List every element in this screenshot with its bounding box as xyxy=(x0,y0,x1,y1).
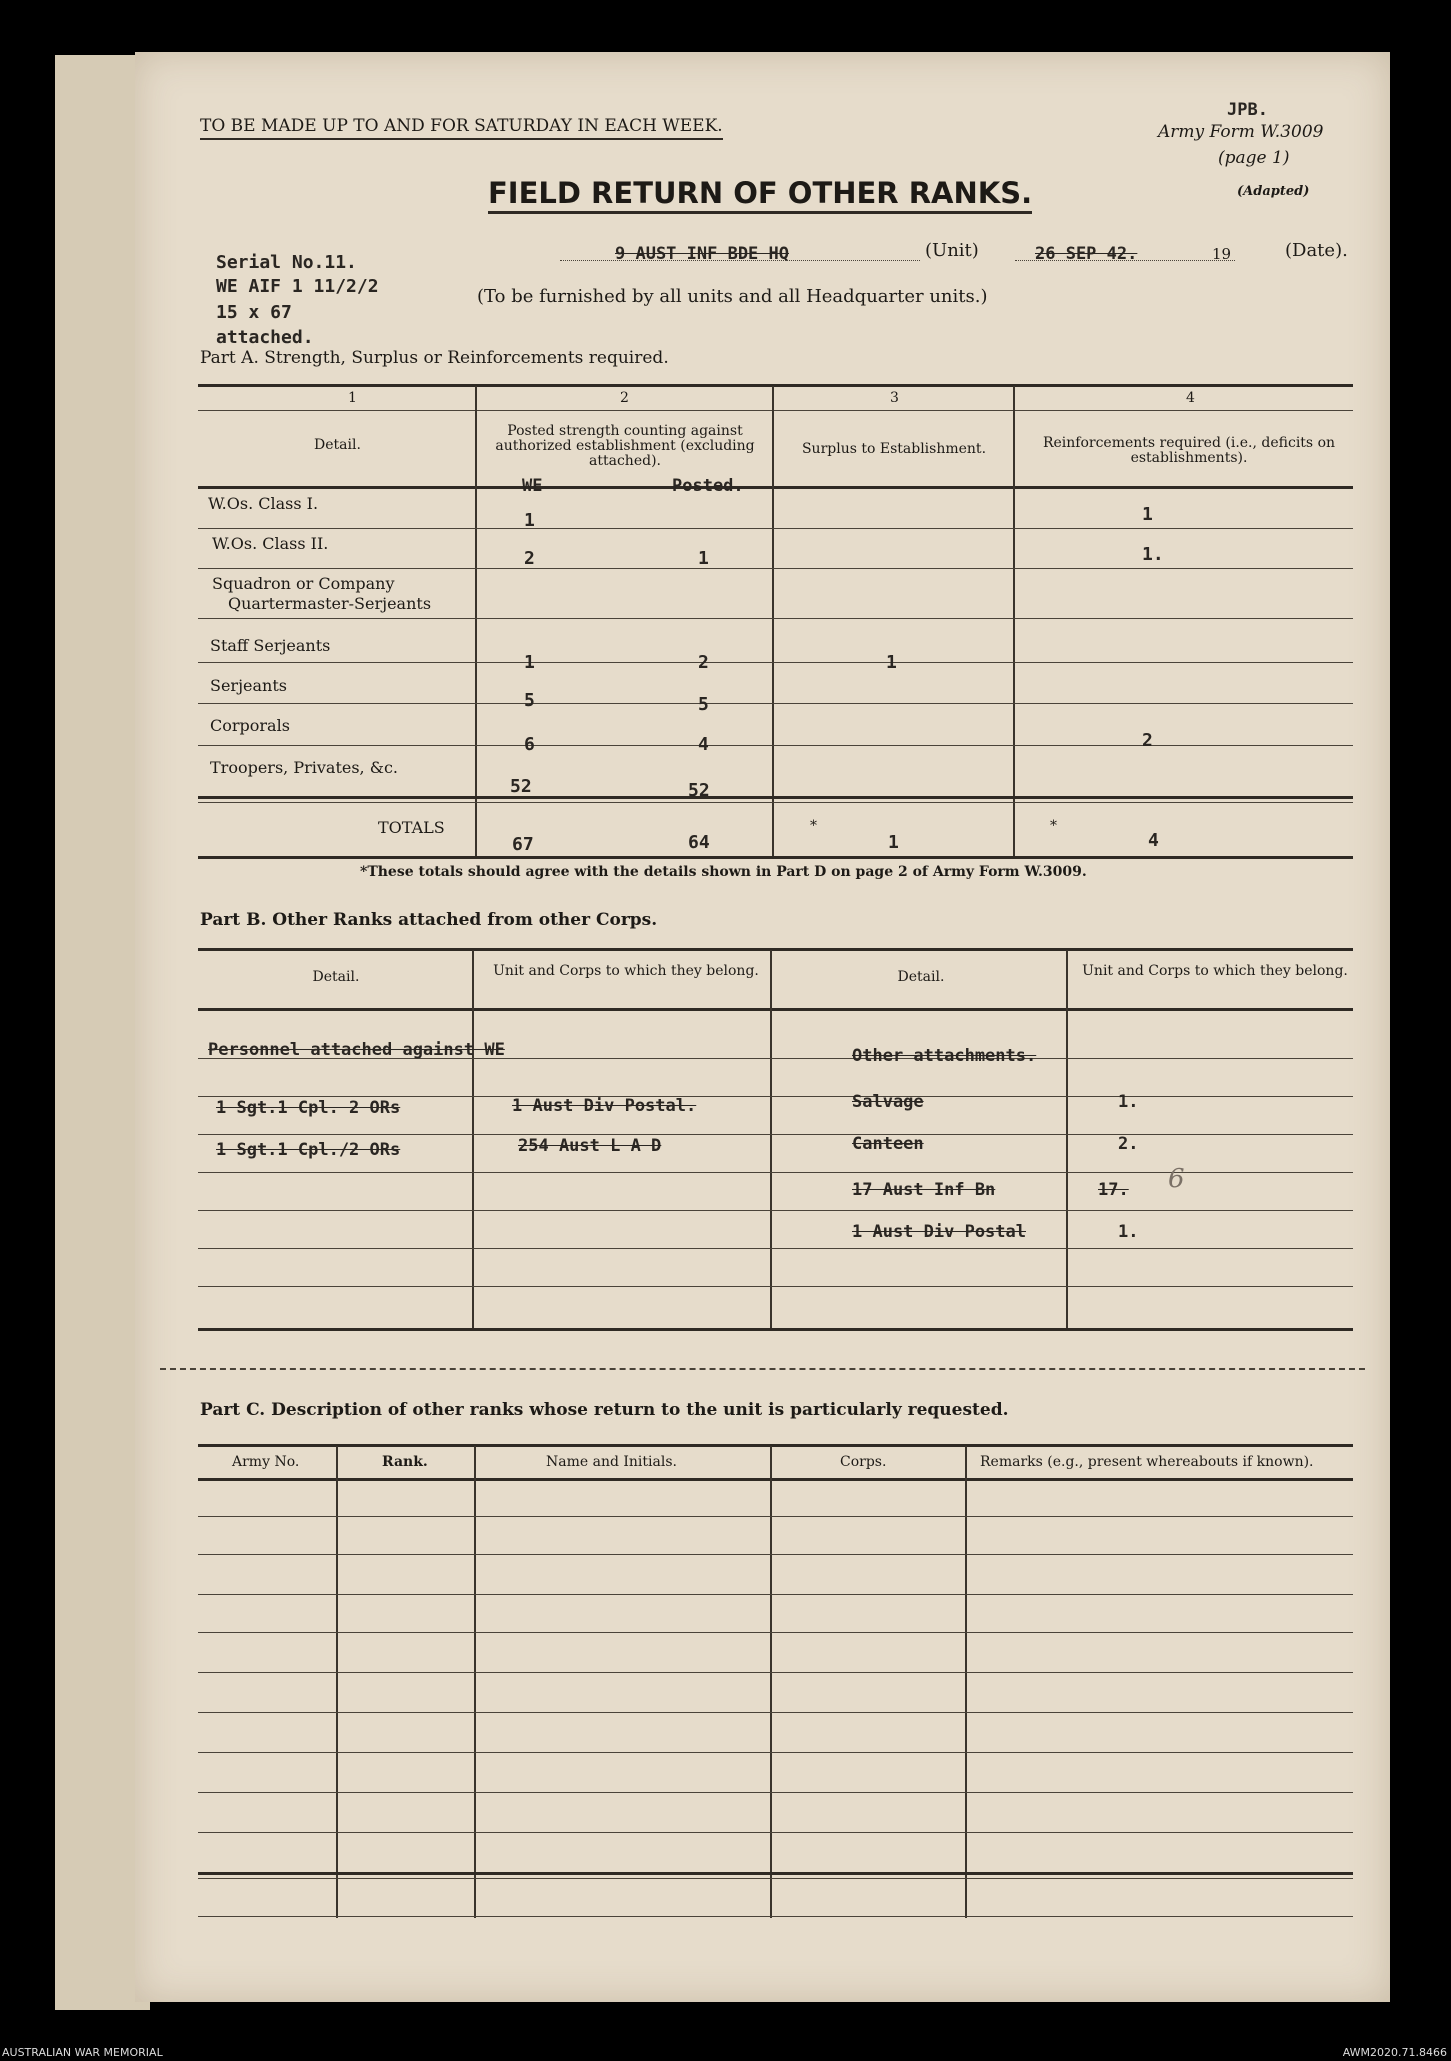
part-c-title: Part C. Description of other ranks whose return to the unit is particularly requested. xyxy=(200,1400,1009,1420)
part-b-row-rule xyxy=(198,1286,1353,1287)
part-a-row-rule xyxy=(198,703,1353,704)
date-label: (Date). xyxy=(1285,240,1348,261)
part-b-col-divider-3 xyxy=(1066,950,1068,1328)
row-reinf: 2 xyxy=(1142,730,1153,751)
serial-line-4: attached. xyxy=(216,327,314,348)
part-a-sub-we: WE xyxy=(522,476,543,496)
part-b-right-detail: Salvage xyxy=(852,1092,924,1112)
handwritten-correction: 6 xyxy=(1168,1164,1185,1194)
page-number: (page 1) xyxy=(1218,148,1290,168)
part-b-header-unit-right: Unit and Corps to which they belong. xyxy=(1082,963,1348,979)
part-a-bottom-rule xyxy=(198,856,1353,859)
part-c-header-rule xyxy=(198,1478,1353,1481)
part-b-header-detail-right: Detail. xyxy=(897,969,945,985)
row-surplus: 1 xyxy=(886,652,897,673)
row-reinf: 1 xyxy=(1142,504,1153,525)
row-we: 1 xyxy=(524,510,535,531)
form-number: Army Form W.3009 xyxy=(1158,122,1324,142)
part-c-row-rule xyxy=(198,1712,1353,1713)
part-a-total-rule xyxy=(198,802,1353,803)
part-a-row-rule xyxy=(198,662,1353,663)
totals-star-surplus: * xyxy=(810,818,817,834)
serial-line-3: 15 x 67 xyxy=(216,302,292,323)
unit-label: (Unit) xyxy=(925,240,979,261)
form-page xyxy=(135,52,1390,2002)
part-c-row-rule xyxy=(198,1594,1353,1595)
footer-left: AUSTRALIAN WAR MEMORIAL xyxy=(2,2046,163,2059)
part-c-header-corps: Corps. xyxy=(840,1454,887,1470)
row-detail: W.Os. Class I. xyxy=(208,494,319,513)
totals-star-reinf: * xyxy=(1050,818,1057,834)
part-a-col-divider-2 xyxy=(772,386,774,856)
part-a-num-rule xyxy=(198,410,1353,411)
part-c-top-rule xyxy=(198,1444,1353,1447)
part-c-header-army-no: Army No. xyxy=(232,1454,300,1470)
part-b-row-rule xyxy=(198,1248,1353,1249)
part-b-right-value: 1. xyxy=(1118,1092,1139,1112)
part-b-left-unit: 254 Aust L A D xyxy=(518,1136,662,1156)
adapted-label: (Adapted) xyxy=(1237,184,1310,199)
part-a-title: Part A. Strength, Surplus or Reinforcements required. xyxy=(200,348,669,368)
part-b-header-rule xyxy=(198,1008,1353,1011)
row-we: 5 xyxy=(524,690,535,711)
serial-line-1: Serial No.11. xyxy=(216,252,357,273)
part-b-right-detail: 17 Aust Inf Bn xyxy=(852,1180,996,1200)
part-b-right-value: 17. xyxy=(1098,1180,1129,1200)
part-a-header-rule xyxy=(198,486,1353,489)
part-c-row-rule xyxy=(198,1916,1353,1917)
row-we: 2 xyxy=(524,548,535,569)
part-b-header-unit-left: Unit and Corps to which they belong. xyxy=(493,963,759,979)
part-a-colnum-1: 1 xyxy=(348,390,357,406)
part-a-colnum-3: 3 xyxy=(890,390,899,406)
furnish-note: (To be furnished by all units and all Headquarter units.) xyxy=(477,286,988,307)
part-b-row-rule xyxy=(198,1096,1353,1097)
row-we: 6 xyxy=(524,734,535,755)
part-c-header-remarks: Remarks (e.g., present whereabouts if known). xyxy=(980,1454,1314,1470)
initials: JPB. xyxy=(1227,100,1268,120)
footer-right: AWM2020.71.8466 xyxy=(1342,2046,1447,2059)
part-a-header-posted: Posted strength counting against authorized establishment (excluding attached). xyxy=(495,423,755,469)
part-b-title: Part B. Other Ranks attached from other Corps. xyxy=(200,910,658,930)
date-value: 26 SEP 42. xyxy=(1035,244,1138,264)
perforation-line xyxy=(160,1368,1365,1370)
part-b-right-detail: Other attachments. xyxy=(852,1046,1037,1066)
totals-posted: 64 xyxy=(688,832,710,853)
part-c-bottom-rule xyxy=(198,1878,1353,1879)
part-b-left-detail: 1 Sgt.1 Cpl. 2 ORs xyxy=(216,1098,401,1118)
totals-surplus: 1 xyxy=(888,832,899,853)
row-posted: 52 xyxy=(688,780,710,801)
part-c-bottom-rule xyxy=(198,1872,1353,1875)
part-b-bottom-rule xyxy=(198,1328,1353,1331)
totals-label: TOTALS xyxy=(378,818,445,837)
part-a-footnote: *These totals should agree with the details shown in Part D on page 2 of Army Form W.3009. xyxy=(360,864,1087,880)
part-a-row-rule xyxy=(198,568,1353,569)
row-posted: 5 xyxy=(698,694,709,715)
row-detail-2: Quartermaster-Serjeants xyxy=(228,594,432,613)
part-b-left-unit: 1 Aust Div Postal. xyxy=(512,1096,697,1116)
part-a-colnum-2: 2 xyxy=(620,390,629,406)
part-b-right-detail: Canteen xyxy=(852,1134,924,1154)
part-b-header-detail-left: Detail. xyxy=(312,969,360,985)
part-c-header-name: Name and Initials. xyxy=(546,1454,677,1470)
part-b-top-rule xyxy=(198,948,1353,951)
part-a-row-rule xyxy=(198,745,1353,746)
row-we: 1 xyxy=(524,652,535,673)
row-detail: W.Os. Class II. xyxy=(212,534,329,553)
part-b-right-detail: 1 Aust Div Postal xyxy=(852,1222,1026,1242)
part-b-right-value: 1. xyxy=(1118,1222,1139,1242)
part-a-col-divider-3 xyxy=(1013,386,1015,856)
part-b-col-divider-2 xyxy=(770,950,772,1328)
part-b-row-rule xyxy=(198,1134,1353,1135)
part-b-col-divider-1 xyxy=(472,950,474,1328)
serial-line-2: WE AIF 1 11/2/2 xyxy=(216,276,379,297)
row-posted: 4 xyxy=(698,734,709,755)
part-a-header-surplus: Surplus to Establishment. xyxy=(801,441,987,457)
unit-value: 9 AUST INF BDE HQ xyxy=(615,244,789,264)
part-a-total-rule xyxy=(198,796,1353,799)
part-c-header-rank: Rank. xyxy=(382,1454,428,1470)
part-c-row-rule xyxy=(198,1554,1353,1555)
instruction-text: TO BE MADE UP TO AND FOR SATURDAY IN EACH WEEK. xyxy=(200,116,723,140)
part-b-row-rule xyxy=(198,1210,1353,1211)
row-reinf: 1. xyxy=(1142,544,1164,565)
unit-dots xyxy=(560,260,920,261)
part-a-colnum-4: 4 xyxy=(1186,390,1195,406)
part-c-row-rule xyxy=(198,1832,1353,1833)
row-posted: 2 xyxy=(698,652,709,673)
row-detail: Serjeants xyxy=(210,676,287,695)
part-b-right-value: 2. xyxy=(1118,1134,1139,1154)
form-title: FIELD RETURN OF OTHER RANKS. xyxy=(488,176,1032,214)
row-we: 52 xyxy=(510,776,532,797)
row-posted: 1 xyxy=(698,548,709,569)
row-detail: Squadron or Company xyxy=(212,574,395,593)
date-dots xyxy=(1015,260,1235,261)
part-a-header-detail: Detail. xyxy=(314,437,361,453)
part-c-row-rule xyxy=(198,1632,1353,1633)
part-b-left-detail: 1 Sgt.1 Cpl./2 ORs xyxy=(216,1140,401,1160)
totals-reinf: 4 xyxy=(1148,830,1159,851)
part-c-row-rule xyxy=(198,1672,1353,1673)
part-a-header-reinf: Reinforcements required (i.e., deficits on establishments). xyxy=(1042,435,1336,466)
date-19: 19 xyxy=(1212,245,1232,263)
part-a-col-divider-1 xyxy=(475,386,477,856)
part-a-row-rule xyxy=(198,528,1353,529)
part-b-left-detail: Personnel attached against WE xyxy=(208,1040,505,1060)
part-c-row-rule xyxy=(198,1752,1353,1753)
row-detail: Staff Serjeants xyxy=(210,636,331,655)
row-detail: Corporals xyxy=(210,716,290,735)
row-detail: Troopers, Privates, &c. xyxy=(210,758,399,777)
part-a-top-rule xyxy=(198,384,1353,387)
part-c-row-rule xyxy=(198,1516,1353,1517)
totals-we: 67 xyxy=(512,834,534,855)
part-a-row-rule xyxy=(198,618,1353,619)
part-a-sub-posted: Posted. xyxy=(672,476,744,496)
part-c-row-rule xyxy=(198,1792,1353,1793)
